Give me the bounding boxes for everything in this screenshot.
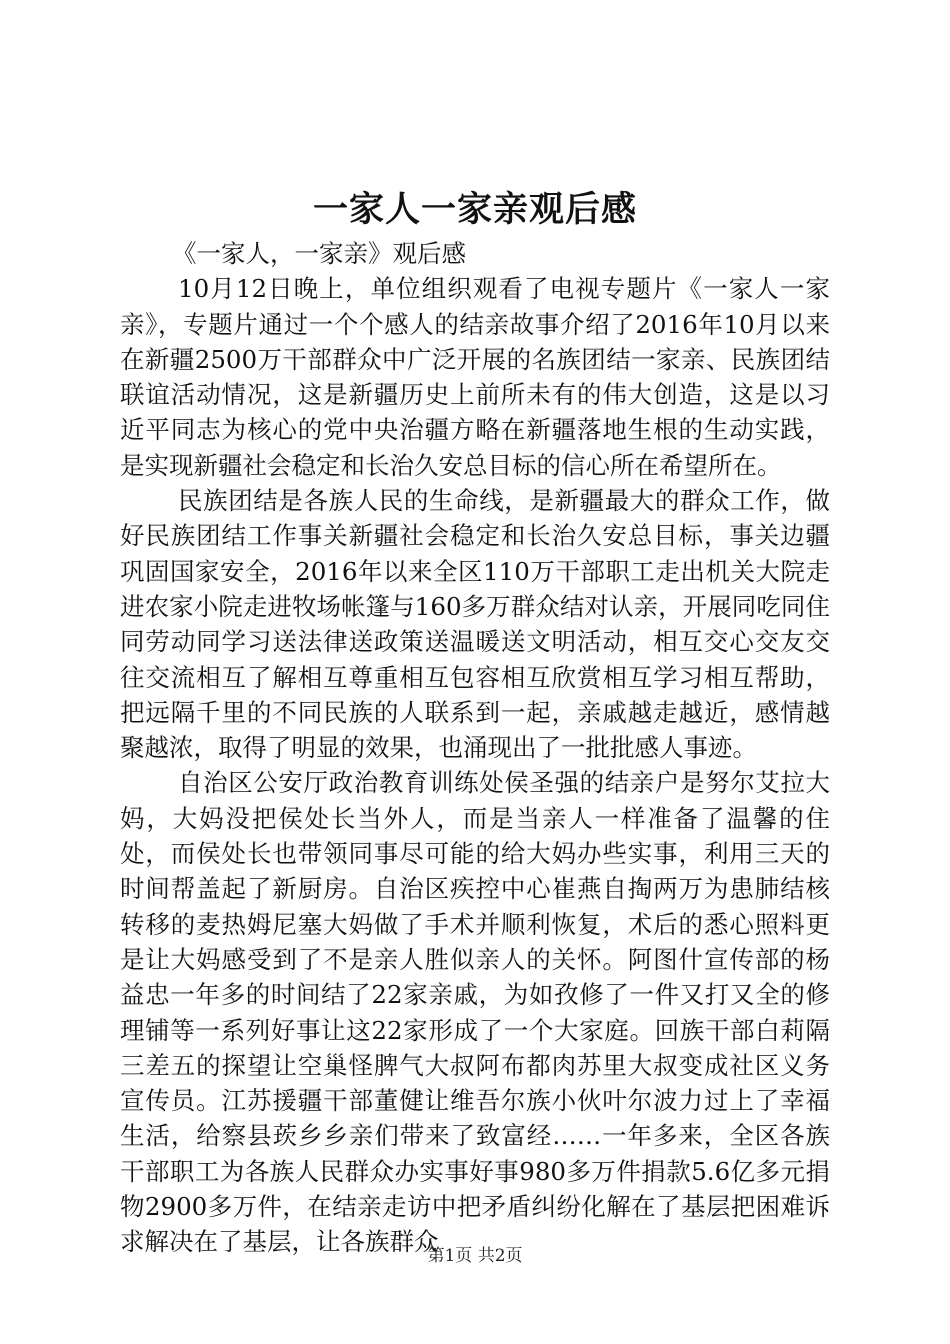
document-body — [120, 236, 830, 1260]
paragraph: 民族团结是各族人民的生命线，是新疆最大的群众工作，做好民族团结工作事关新疆社会稳定和长治久安总目标，事关边疆巩固国家安全，2016年以来全区110万干部职工走出机关大院走进农家小院走进牧场帐篷与160多万群众结对认亲，开展同吃同住同劳动同学习送法律送政策送温暖送文明活动，相互交心交友交往交流相互了解相互尊重相互包容相互欣赏相互学习相互帮助，把远隔千里的不同民族的人联系到一起，亲戚越走越近，感情越聚越浓，取得了明显的效果，也涌现出了一批批感人事迹。 — [120, 486, 830, 763]
page-number-footer: 第1页 共2页 — [427, 1246, 523, 1266]
document-subtitle: 《一家人，一家亲》观后感 — [172, 239, 466, 268]
paragraph: 10月12日晚上，单位组织观看了电视专题片《一家人一家亲》，专题片通过一个个感人的结亲故事介绍了2016年10月以来在新疆2500万干部群众中广泛开展的名族团结一家亲、民族团结联谊活动情况，这是新疆历史上前所未有的伟大创造，这是以习近平同志为核心的党中央治疆方略在新疆落地生根的生动实践，是实现新疆社会稳定和长治久安总目标的信心所在希望所在。 — [120, 274, 830, 480]
page-title: 一家人一家亲观后感 — [312, 189, 637, 230]
paragraph: 自治区公安厅政治教育训练处侯圣强的结亲户是努尔艾拉大妈，大妈没把侯处长当外人，而是当亲人一样准备了温馨的住处，而侯处长也带领同事尽可能的给大妈办些实事，利用三天的时间帮盖起了新厨房。自治区疾控中心崔燕自掏两万为患肺结核转移的麦热姆尼塞大妈做了手术并顺利恢复，术后的悉心照料更是让大妈感受到了不是亲人胜似亲人的关怀。阿图什宣传部的杨益忠一年多的时间结了22家亲戚，为如孜修了一件又打又全的修理铺等一系列好事让这22家形成了一个大家庭。回族干部白莉隔三差五的探望让空巢怪脾气大叔阿布都肉苏里大叔变成社区义务宣传员。江苏援疆干部董健让维吾尔族小伙叶尔波力过上了幸福生活，给察县莰乡乡亲们带来了致富经……一年多来，全区各族干部职工为各族人民群众办实事好事980多万件捐款5.6亿多元捐物2900多万件，在结亲走访中把矛盾纠纷化解在了基层把困难诉求解决在了基层，让各族群众 — [120, 768, 830, 1257]
